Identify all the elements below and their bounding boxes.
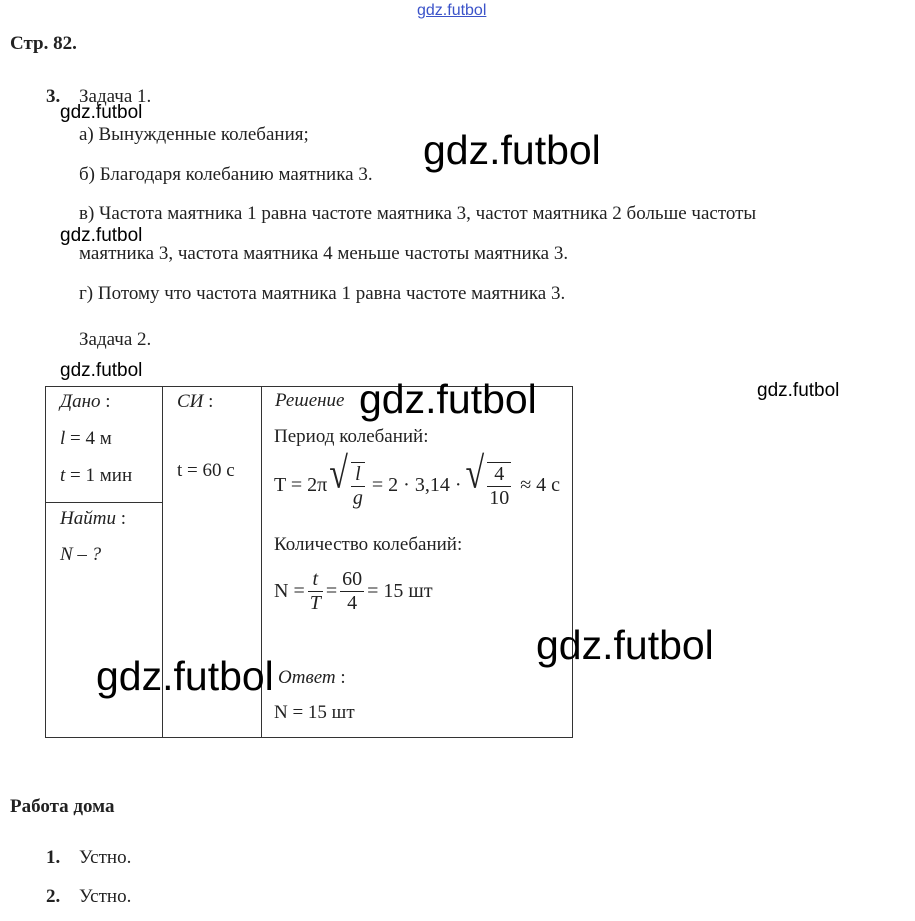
count-label: Количество колебаний: (274, 534, 463, 555)
watermark-small-2: gdz.futbol (60, 225, 143, 246)
task-number: 3. (46, 86, 61, 107)
fraction-t-over-T: $\frac{t}{T}$ (309, 568, 321, 614)
answer-b: б) Благодаря колебанию маятника 3. (79, 164, 373, 185)
answer-g: г) Потому что частота маятника 1 равна частоте маятника 3. (79, 283, 566, 304)
period-label: Период колебаний: (274, 426, 429, 447)
homework-title: Работа дома (10, 796, 115, 817)
watermark-large-2: gdz.futbol (359, 376, 537, 422)
watermark-large-4: gdz.futbol (96, 653, 274, 699)
homework-item-1-number: 1. (46, 847, 61, 868)
sqrt-4-over-10: √ $\frac{4}{10}$ (465, 449, 510, 509)
sqrt-l-over-g: √ $\frac{l}{g}$ (329, 449, 363, 509)
answer-a: а) Вынужденные колебания; (79, 124, 309, 145)
page-title: Стр. 82. (10, 33, 77, 54)
count-result: = 15 шт (367, 580, 433, 602)
si-value: t = 60 с (177, 460, 235, 481)
homework-item-2-text: Устно. (79, 886, 132, 907)
watermark-small-1: gdz.futbol (60, 102, 143, 123)
watermark-small-4: gdz.futbol (757, 380, 840, 401)
answer-label: Ответ : (278, 667, 346, 688)
count-formula: N = $\frac{t}{T}$ = $\frac{60}{4}$ = 15 шт (274, 568, 433, 614)
find-label: Найти : (60, 508, 126, 529)
answer-value: N = 15 шт (274, 702, 355, 723)
solution-label: Решение (275, 390, 345, 411)
given-length: l = 4 м (60, 428, 112, 449)
given-label: Дано : (60, 391, 111, 412)
watermark-top: gdz.futbol (417, 2, 487, 19)
task1-title: Задача 1. (79, 86, 152, 107)
answer-v-line1: в) Частота маятника 1 равна частоте маятника 3, частот маятника 2 больше частоты (79, 203, 757, 224)
watermark-small-3: gdz.futbol (60, 360, 143, 381)
homework-item-1-text: Устно. (79, 847, 132, 868)
find-value: N – ? (60, 544, 102, 565)
homework-item-2-number: 2. (46, 886, 61, 907)
task2-title: Задача 2. (79, 329, 152, 350)
given-time: t = 1 мин (60, 465, 133, 486)
period-result: ≈ 4 с (520, 473, 561, 496)
watermark-large-3: gdz.futbol (536, 622, 714, 668)
period-formula (274, 449, 561, 510)
period-lhs: T = 2π (274, 473, 328, 496)
period-mid: = 2 · 3,14 · (371, 473, 462, 496)
count-lhs: N = (274, 580, 305, 602)
watermark-large-1: gdz.futbol (423, 127, 601, 173)
answer-v-line2: маятника 3, частота маятника 4 меньше частоты маятника 3. (79, 243, 569, 264)
fraction-60-over-4: $\frac{60}{4}$ (342, 568, 363, 614)
si-label: СИ : (177, 391, 214, 412)
